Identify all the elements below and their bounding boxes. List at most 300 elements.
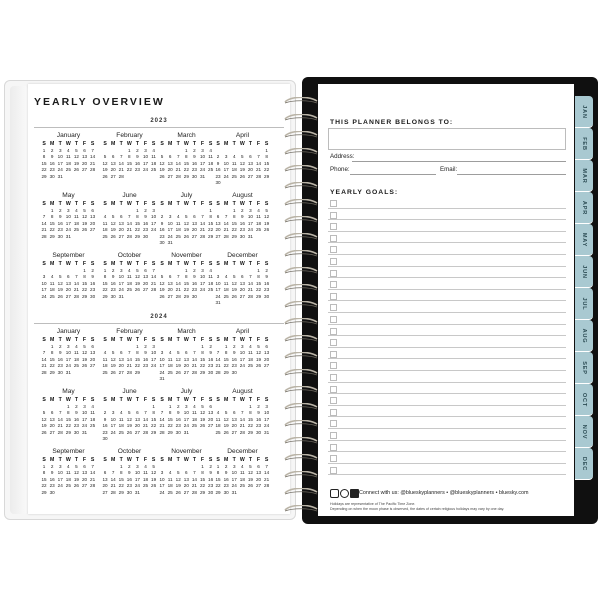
week-row xyxy=(101,281,158,286)
day-number: 14 xyxy=(41,220,47,226)
day-number: 3 xyxy=(160,470,164,476)
day-number: 5 xyxy=(185,214,188,220)
weekday-header xyxy=(158,457,215,463)
weekday-header xyxy=(40,261,97,267)
day-number: 14 xyxy=(90,470,96,476)
day-number: 17 xyxy=(118,280,124,286)
day-number: 12 xyxy=(175,476,181,482)
day-number: 26 xyxy=(175,369,181,375)
day-number: 6 xyxy=(83,148,86,153)
day-number: 9 xyxy=(241,214,244,220)
day-number: 25 xyxy=(142,483,149,489)
day-number: 5 xyxy=(224,410,228,416)
weekday-letter: F xyxy=(200,261,205,267)
day-number: 8 xyxy=(201,350,204,356)
week-row xyxy=(40,344,97,349)
day-number: 3 xyxy=(83,404,86,409)
day-number: 6 xyxy=(257,464,260,469)
week-row xyxy=(214,370,271,375)
month-october-2024 xyxy=(101,448,158,500)
day-number: 24 xyxy=(65,363,71,369)
day-number: 24 xyxy=(110,429,116,435)
day-number: 5 xyxy=(111,214,115,220)
day-number: 12 xyxy=(223,416,229,422)
day-number: 31 xyxy=(264,429,270,435)
day-number: 1 xyxy=(201,344,204,349)
month-name: September xyxy=(52,448,85,455)
day-number: 24 xyxy=(159,489,165,495)
goal-checkbox[interactable] xyxy=(330,281,337,288)
goal-checkbox[interactable] xyxy=(330,293,337,300)
weekday-letter: S xyxy=(208,201,213,207)
weekday-letter: F xyxy=(143,141,148,147)
spiral-coil xyxy=(283,199,319,206)
weekday-letter: F xyxy=(82,141,87,147)
day-number: 3 xyxy=(241,344,244,349)
day-number: 11 xyxy=(90,410,95,416)
day-number: 26 xyxy=(41,429,47,435)
day-number: 6 xyxy=(111,154,115,160)
day-number: 29 xyxy=(41,489,47,495)
goal-checkbox[interactable] xyxy=(330,339,337,346)
day-number: 11 xyxy=(143,470,148,476)
spiral-coil xyxy=(283,114,319,121)
day-number: 15 xyxy=(223,356,229,362)
week-row xyxy=(101,214,158,219)
week-row xyxy=(214,274,271,279)
goal-checkbox[interactable] xyxy=(330,258,337,265)
day-number: 13 xyxy=(255,470,262,476)
day-number: 3 xyxy=(216,274,220,280)
day-number: 25 xyxy=(208,167,214,173)
day-number: 18 xyxy=(247,356,253,362)
day-number: 7 xyxy=(91,148,94,153)
week-row xyxy=(40,268,97,273)
day-number: 11 xyxy=(223,280,229,286)
day-number: 9 xyxy=(91,274,94,280)
day-number: 16 xyxy=(49,160,55,166)
week-row xyxy=(101,154,158,159)
weekday-letter: S xyxy=(90,201,95,207)
day-number: 3 xyxy=(265,404,268,409)
day-number: 13 xyxy=(264,350,270,356)
weekday-letter: S xyxy=(160,457,164,463)
day-number: 24 xyxy=(183,423,189,429)
year-label-2024: 2024 xyxy=(150,314,168,320)
week-row xyxy=(158,410,215,415)
month-name: April xyxy=(235,328,250,335)
tab-dec[interactable] xyxy=(575,448,593,480)
day-number: 6 xyxy=(185,470,188,476)
weekday-letter: T xyxy=(232,141,236,147)
day-number: 21 xyxy=(110,483,116,489)
day-number: 22 xyxy=(65,423,71,429)
goal-checkbox[interactable] xyxy=(330,235,337,242)
week-row xyxy=(40,148,97,153)
day-number: 15 xyxy=(183,160,189,166)
week-row xyxy=(101,167,158,172)
day-number: 20 xyxy=(134,423,140,429)
goal-checkbox[interactable] xyxy=(330,409,337,416)
day-number: 26 xyxy=(175,489,181,495)
day-number: 6 xyxy=(193,214,196,220)
day-number: 1 xyxy=(249,404,252,409)
weekday-letter: F xyxy=(200,457,205,463)
weekday-letter: S xyxy=(42,457,46,463)
goal-checkbox[interactable] xyxy=(330,374,337,381)
goal-checkbox[interactable] xyxy=(330,304,337,311)
day-number: 1 xyxy=(168,404,172,409)
day-number: 28 xyxy=(151,287,157,293)
day-number: 30 xyxy=(102,436,108,441)
month-name: May xyxy=(62,192,75,199)
day-number: 2 xyxy=(111,268,115,273)
day-number: 12 xyxy=(134,274,140,280)
weekday-letter: M xyxy=(49,261,55,267)
tab-oct[interactable] xyxy=(575,384,593,416)
day-number: 18 xyxy=(73,220,79,226)
day-number: 23 xyxy=(208,363,214,369)
day-number: 20 xyxy=(191,227,197,233)
day-number: 3 xyxy=(42,274,46,280)
week-row xyxy=(40,357,97,362)
day-number: 4 xyxy=(67,464,70,469)
weekday-header xyxy=(101,201,158,207)
weekday-header xyxy=(158,261,215,267)
day-number: 21 xyxy=(239,423,245,429)
day-number: 28 xyxy=(264,483,270,489)
day-number: 13 xyxy=(208,410,214,416)
week-row xyxy=(158,490,215,495)
week-row xyxy=(158,350,215,355)
weekday-letter: F xyxy=(143,201,148,207)
weekday-letter: S xyxy=(208,261,213,267)
goal-checkbox[interactable] xyxy=(330,270,337,277)
day-number: 24 xyxy=(199,167,206,173)
day-number: 4 xyxy=(144,464,147,469)
weekday-letter: T xyxy=(119,201,123,207)
goal-checkbox[interactable] xyxy=(330,246,337,253)
week-row xyxy=(101,294,158,299)
day-number: 3 xyxy=(152,208,155,213)
weekday-header xyxy=(101,337,158,343)
weekday-letter: M xyxy=(110,397,116,403)
weekday-letter: T xyxy=(248,201,252,207)
goal-checkbox[interactable] xyxy=(330,467,337,474)
day-number: 11 xyxy=(151,154,156,160)
day-number: 11 xyxy=(102,356,108,362)
weekday-letter: S xyxy=(151,141,156,147)
goal-checkbox[interactable] xyxy=(330,420,337,427)
day-number: 2 xyxy=(144,208,147,213)
weekday-letter: T xyxy=(232,397,236,403)
goal-line xyxy=(328,197,566,209)
day-number: 21 xyxy=(247,287,253,293)
day-number: 1 xyxy=(185,148,188,153)
weekday-letter: W xyxy=(239,337,245,343)
day-number: 6 xyxy=(50,410,54,416)
weekday-letter: T xyxy=(248,337,252,343)
day-number: 12 xyxy=(110,220,116,226)
weekday-letter: S xyxy=(216,201,220,207)
spiral-coil xyxy=(283,386,319,393)
day-number: 5 xyxy=(176,470,180,476)
day-number: 1 xyxy=(185,268,188,273)
day-number: 25 xyxy=(65,483,71,489)
day-number: 15 xyxy=(118,476,124,482)
day-number: 24 xyxy=(159,369,165,375)
tab-jul[interactable] xyxy=(575,288,593,320)
day-number: 18 xyxy=(126,280,132,286)
day-number: 24 xyxy=(142,167,149,173)
day-number: 14 xyxy=(159,416,165,422)
goal-checkbox[interactable] xyxy=(330,432,337,439)
day-number: 2 xyxy=(91,268,94,273)
day-number: 11 xyxy=(126,274,132,280)
day-number: 29 xyxy=(134,369,140,375)
day-number: 29 xyxy=(49,369,55,375)
facebook-icon xyxy=(350,489,359,498)
day-number: 16 xyxy=(142,356,149,362)
day-number: 29 xyxy=(199,369,206,375)
day-number: 2 xyxy=(232,344,236,349)
weekday-header xyxy=(40,457,97,463)
owner-name-box xyxy=(328,128,566,150)
day-number: 8 xyxy=(185,274,188,280)
day-number: 14 xyxy=(73,280,79,286)
spiral-coil xyxy=(283,403,319,410)
tab-mar[interactable] xyxy=(575,160,593,192)
tab-sep[interactable] xyxy=(575,352,593,384)
goal-line xyxy=(328,394,566,406)
day-number: 8 xyxy=(128,154,131,160)
day-number: 12 xyxy=(57,280,63,286)
day-number: 17 xyxy=(151,356,157,362)
day-number: 8 xyxy=(50,214,54,220)
weekday-letter: T xyxy=(192,261,196,267)
day-number: 21 xyxy=(191,363,197,369)
day-number: 11 xyxy=(167,476,173,482)
weekday-letter: S xyxy=(90,397,95,403)
day-number: 10 xyxy=(41,280,47,286)
day-number: 25 xyxy=(102,233,108,239)
weekday-letter: S xyxy=(90,337,95,343)
day-number: 22 xyxy=(199,483,206,489)
week-row xyxy=(214,357,271,362)
goal-checkbox[interactable] xyxy=(330,200,337,207)
weekday-header xyxy=(214,201,271,207)
month-august-2023 xyxy=(214,192,271,244)
day-number: 20 xyxy=(215,227,221,233)
day-number: 8 xyxy=(249,410,252,416)
day-number: 13 xyxy=(167,160,173,166)
month-name: March xyxy=(177,132,196,139)
day-number: 17 xyxy=(151,220,157,226)
day-number: 23 xyxy=(159,233,165,239)
day-number: 23 xyxy=(191,167,197,173)
weekday-letter: F xyxy=(82,457,87,463)
day-number: 19 xyxy=(247,476,253,482)
tab-jan[interactable] xyxy=(575,96,593,128)
goal-checkbox[interactable] xyxy=(330,212,337,219)
goal-checkbox[interactable] xyxy=(330,455,337,462)
day-number: 10 xyxy=(183,410,189,416)
week-row xyxy=(158,417,215,422)
day-number: 4 xyxy=(91,404,94,409)
day-number: 25 xyxy=(102,369,108,375)
day-number: 13 xyxy=(231,416,237,422)
day-number: 14 xyxy=(191,356,197,362)
weekday-header xyxy=(214,141,271,147)
day-number: 9 xyxy=(50,154,54,160)
day-number: 5 xyxy=(75,148,78,153)
goal-checkbox[interactable] xyxy=(330,362,337,369)
weekday-letter: W xyxy=(239,457,245,463)
week-row xyxy=(101,483,158,488)
week-row xyxy=(101,430,158,435)
weekday-letter: M xyxy=(223,337,229,343)
social-icons xyxy=(330,489,360,498)
day-number: 14 xyxy=(223,220,229,226)
goal-checkbox[interactable] xyxy=(330,316,337,323)
day-number: 7 xyxy=(91,464,94,469)
weekday-letter: T xyxy=(119,457,123,463)
day-number: 8 xyxy=(42,470,46,476)
day-number: 9 xyxy=(176,410,180,416)
day-number: 21 xyxy=(41,363,47,369)
weekday-letter: W xyxy=(183,337,189,343)
goal-checkbox[interactable] xyxy=(330,397,337,404)
spiral-coil xyxy=(283,318,319,325)
tab-jun[interactable] xyxy=(575,256,593,288)
day-number: 7 xyxy=(176,274,180,280)
tab-aug[interactable] xyxy=(575,320,593,352)
spiral-coil xyxy=(283,165,319,172)
day-number: 9 xyxy=(128,470,131,476)
tab-feb[interactable] xyxy=(575,128,593,160)
day-number: 28 xyxy=(41,233,47,239)
day-number: 26 xyxy=(73,483,79,489)
week-row xyxy=(214,167,271,172)
weekday-letter: F xyxy=(200,397,205,403)
day-number: 7 xyxy=(216,350,220,356)
goal-line xyxy=(328,255,566,267)
day-number: 12 xyxy=(73,154,79,160)
day-number: 23 xyxy=(73,423,79,429)
week-row xyxy=(40,404,97,409)
day-number: 27 xyxy=(191,233,197,239)
day-number: 9 xyxy=(257,410,260,416)
goal-checkbox[interactable] xyxy=(330,444,337,451)
goal-checkbox[interactable] xyxy=(330,351,337,358)
weekday-letter: F xyxy=(82,337,87,343)
day-number: 2 xyxy=(58,208,62,213)
day-number: 25 xyxy=(215,429,221,435)
day-number: 20 xyxy=(255,476,262,482)
day-number: 29 xyxy=(183,293,189,299)
week-row xyxy=(158,423,215,428)
day-number: 28 xyxy=(175,293,181,299)
day-number: 1 xyxy=(42,148,46,153)
month-name: December xyxy=(227,252,258,259)
day-number: 10 xyxy=(81,410,88,416)
day-number: 9 xyxy=(160,220,164,226)
day-number: 21 xyxy=(142,423,149,429)
day-number: 8 xyxy=(103,274,107,280)
day-number: 29 xyxy=(247,429,253,435)
tab-apr[interactable] xyxy=(575,192,593,224)
day-number: 10 xyxy=(57,154,63,160)
weekday-letter: M xyxy=(167,141,173,147)
week-row xyxy=(158,464,215,469)
tab-may[interactable] xyxy=(575,224,593,256)
day-number: 26 xyxy=(73,167,79,173)
day-number: 27 xyxy=(65,293,71,299)
day-number: 27 xyxy=(134,429,140,435)
spiral-coil xyxy=(283,97,319,104)
day-number: 15 xyxy=(102,280,108,286)
weekday-letter: S xyxy=(216,141,220,147)
goal-checkbox[interactable] xyxy=(330,386,337,393)
week-row xyxy=(158,227,215,232)
day-number: 20 xyxy=(142,280,149,286)
goal-line xyxy=(328,220,566,232)
day-number: 15 xyxy=(199,476,206,482)
day-number: 22 xyxy=(81,287,88,293)
day-number: 10 xyxy=(223,160,229,166)
day-number: 7 xyxy=(160,410,164,416)
weekday-letter: F xyxy=(256,201,261,207)
day-number: 23 xyxy=(102,429,108,435)
day-number: 22 xyxy=(102,287,108,293)
weekday-header xyxy=(158,201,215,207)
day-number: 30 xyxy=(191,293,197,299)
day-number: 25 xyxy=(191,423,197,429)
day-number: 22 xyxy=(255,287,262,293)
day-number: 26 xyxy=(239,173,245,179)
day-number: 2 xyxy=(136,148,139,153)
day-number: 5 xyxy=(42,410,46,416)
day-number: 13 xyxy=(118,220,124,226)
day-number: 6 xyxy=(103,470,107,476)
weekday-letter: S xyxy=(42,201,46,207)
week-row xyxy=(158,287,215,292)
day-number: 2 xyxy=(241,208,244,213)
day-number: 5 xyxy=(176,350,180,356)
day-number: 29 xyxy=(102,293,108,299)
day-number: 12 xyxy=(239,160,245,166)
day-number: 25 xyxy=(223,293,229,299)
day-number: 12 xyxy=(199,410,206,416)
weekday-letter: T xyxy=(176,261,180,267)
day-number: 22 xyxy=(231,227,237,233)
tab-nov[interactable] xyxy=(575,416,593,448)
week-row xyxy=(214,423,271,428)
day-number: 30 xyxy=(208,369,214,375)
week-row xyxy=(101,227,158,232)
day-number: 20 xyxy=(81,476,88,482)
goal-checkbox[interactable] xyxy=(330,328,337,335)
day-number: 30 xyxy=(49,489,55,495)
day-number: 16 xyxy=(208,476,214,482)
day-number: 2 xyxy=(216,154,220,160)
day-number: 20 xyxy=(167,287,173,293)
day-number: 13 xyxy=(81,470,88,476)
day-number: 20 xyxy=(183,363,189,369)
day-number: 27 xyxy=(118,233,124,239)
goal-checkbox[interactable] xyxy=(330,223,337,230)
weekday-letter: M xyxy=(167,397,173,403)
